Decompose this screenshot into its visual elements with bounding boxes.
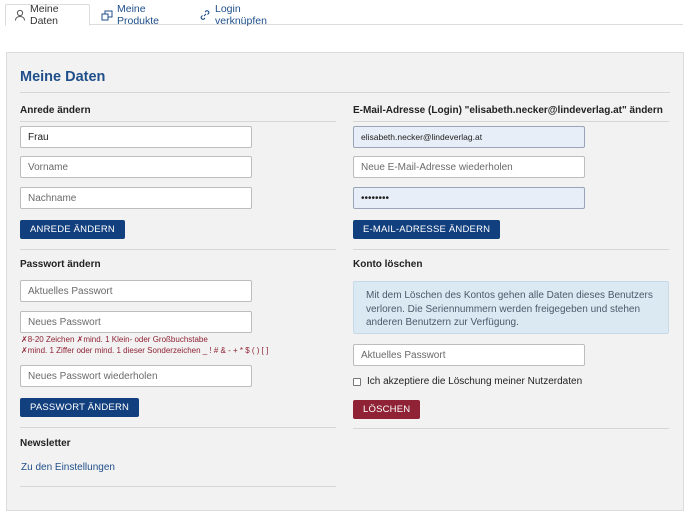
change-salutation-button[interactable]: ANREDE ÄNDERN: [20, 220, 125, 239]
tab-label: Login verknüpfen: [215, 2, 267, 27]
password-rule-hint: ✗8-20 Zeichen ✗mind. 1 Klein- oder Großbuchstabe: [21, 335, 208, 344]
user-icon: [14, 9, 26, 21]
delete-info-box: Mit dem Löschen des Kontos gehen alle Daten dieses Benutzers verloren. Die Seriennummern werden freigegeben und stehen anderen Benutzern zur Verfügung.: [353, 281, 669, 334]
divider: [20, 427, 336, 428]
tab-login-verknuepfen[interactable]: [191, 4, 293, 25]
accept-deletion-checkbox-row[interactable]: [353, 376, 582, 387]
newsletter-settings-link[interactable]: Zu den Einstellungen: [21, 462, 115, 473]
delete-account-heading: Konto löschen: [353, 259, 423, 270]
repeat-email-input[interactable]: [353, 156, 585, 178]
divider: [353, 249, 669, 250]
tab-label: Meine Produkte: [117, 2, 160, 27]
email-input[interactable]: [353, 126, 585, 148]
password-heading: Passwort ändern: [20, 259, 101, 270]
divider: [353, 121, 669, 122]
repeat-password-input[interactable]: [20, 365, 252, 387]
delete-password-input[interactable]: [353, 344, 585, 366]
divider: [20, 249, 336, 250]
accept-deletion-checkbox[interactable]: [353, 378, 361, 386]
divider: [20, 486, 336, 487]
email-heading: E-Mail-Adresse (Login) "elisabeth.necker@lindeverlag.at" ändern: [353, 105, 663, 116]
link-icon: [199, 9, 211, 21]
products-icon: [101, 9, 113, 21]
new-password-input[interactable]: [20, 311, 252, 333]
change-password-button[interactable]: PASSWORT ÄNDERN: [20, 398, 139, 417]
divider: [20, 121, 336, 122]
tab-meine-produkte[interactable]: [93, 4, 189, 25]
salutation-heading: Anrede ändern: [20, 105, 91, 116]
firstname-input[interactable]: [20, 156, 252, 178]
delete-account-button[interactable]: LÖSCHEN: [353, 400, 420, 419]
newsletter-heading: Newsletter: [20, 438, 71, 449]
tab-meine-daten[interactable]: [5, 4, 90, 26]
lastname-input[interactable]: [20, 187, 252, 209]
password-rule-hint: ✗mind. 1 Ziffer oder mind. 1 dieser Sonderzeichen _ ! # & - + * $ ( ) [ ]: [21, 346, 269, 355]
current-password-input[interactable]: [20, 280, 252, 302]
salutation-input[interactable]: [20, 126, 252, 148]
tab-label: Meine Daten: [30, 3, 59, 27]
change-email-button[interactable]: E-MAIL-ADRESSE ÄNDERN: [353, 220, 500, 239]
email-password-input[interactable]: [353, 187, 585, 209]
account-panel: [6, 52, 684, 511]
page-title: Meine Daten: [20, 69, 106, 85]
checkbox-label: Ich akzeptiere die Löschung meiner Nutzerdaten: [367, 376, 583, 387]
divider: [20, 92, 670, 93]
tab-bar: [5, 4, 683, 25]
divider: [353, 428, 669, 429]
